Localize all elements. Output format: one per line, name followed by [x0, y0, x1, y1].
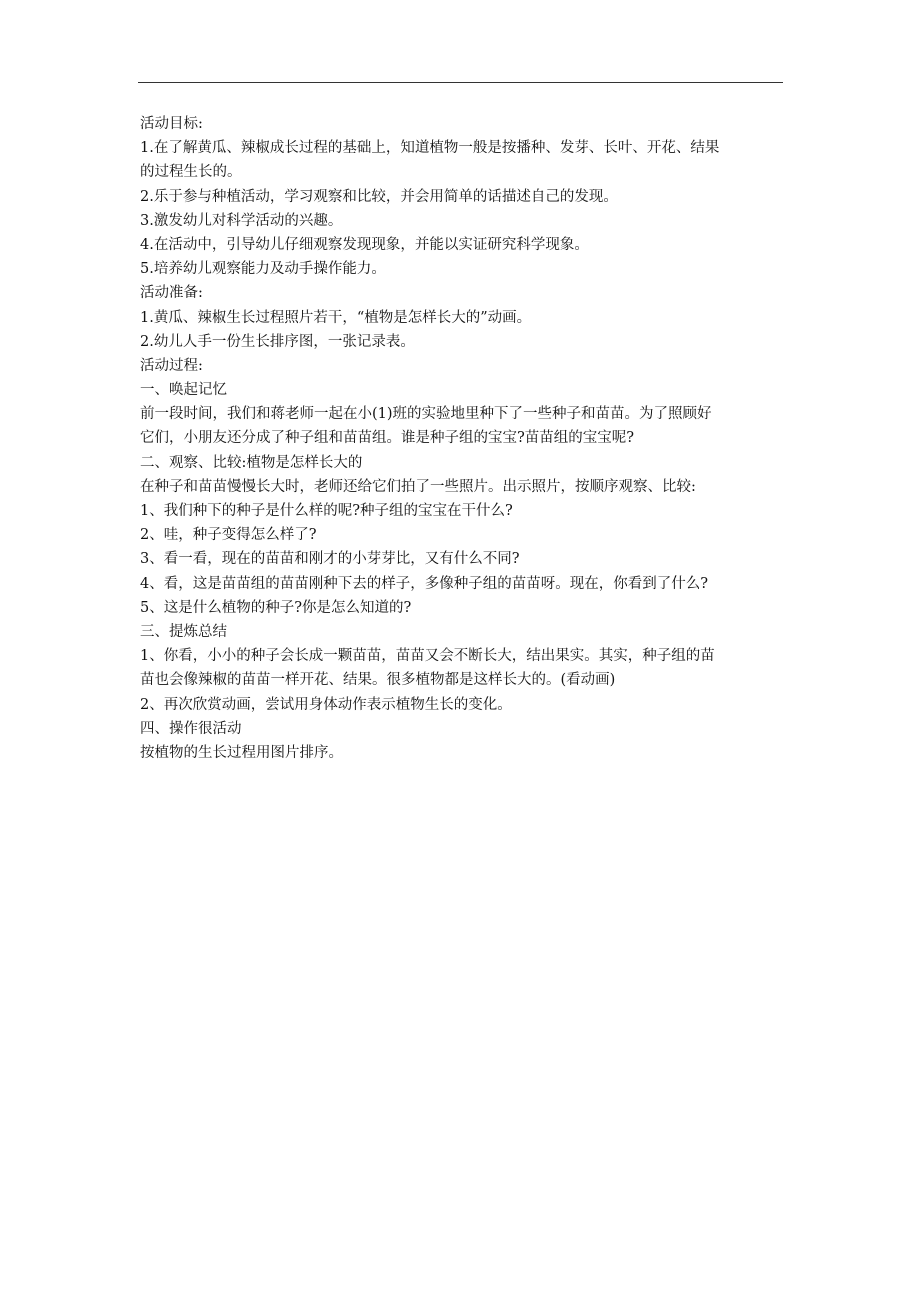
goal-2: 2.乐于参与种植活动，学习观察和比较，并会用简单的话描述自己的发现。 [140, 188, 618, 205]
preparation-1: 1.黄瓜、辣椒生长过程照片若干，“植物是怎样长大的”动画。 [140, 309, 532, 326]
header-rule [138, 82, 783, 83]
goal-3: 3.激发幼儿对科学活动的兴趣。 [140, 212, 343, 229]
section-2-item-3: 3、看一看，现在的苗苗和刚才的小芽芽比，又有什么不同? [140, 551, 520, 568]
preparation-2: 2.幼儿人手一份生长排序图，一张记录表。 [140, 333, 415, 350]
goal-5: 5.培养幼儿观察能力及动手操作能力。 [140, 261, 386, 278]
heading-goals: 活动目标: [140, 116, 203, 132]
document-body [140, 112, 785, 765]
section-2-title: 二、观察、比较:植物是怎样长大的 [140, 454, 363, 471]
section-2-item-4: 4、看，这是苗苗组的苗苗刚种下去的样子，多像种子组的苗苗呀。现在，你看到了什么? [140, 575, 708, 592]
section-1-title: 一、唤起记忆 [140, 382, 227, 399]
section-2-item-5: 5、这是什么植物的种子?你是怎么知道的? [140, 599, 412, 616]
section-2-item-1: 1、我们种下的种子是什么样的呢?种子组的宝宝在干什么? [140, 503, 513, 519]
section-4-text: 按植物的生长过程用图片排序。 [140, 744, 343, 761]
goal-1-line-1: 1.在了解黄瓜、辣椒成长过程的基础上，知道植物一般是按播种、发芽、长叶、开花、结果 [140, 140, 720, 157]
section-1-text-line-2: 它们，小朋友还分成了种子组和苗苗组。谁是种子组的宝宝?苗苗组的宝宝呢? [140, 430, 635, 447]
section-3-item-2: 2、再次欣赏动画，尝试用身体动作表示植物生长的变化。 [140, 696, 512, 713]
heading-preparation: 活动准备: [140, 285, 203, 302]
section-4-title: 四、操作很活动 [140, 720, 242, 737]
goal-1-line-2: 的过程生长的。 [140, 164, 242, 181]
heading-process: 活动过程: [140, 357, 203, 374]
goal-4: 4.在活动中，引导幼儿仔细观察发现现象，并能以实证研究科学现象。 [140, 236, 589, 253]
section-3-title: 三、提炼总结 [140, 623, 227, 640]
section-3-item-1-line-2: 苗也会像辣椒的苗苗一样开花、结果。很多植物都是这样长大的。(看动画) [140, 672, 616, 689]
section-2-intro: 在种子和苗苗慢慢长大时，老师还给它们拍了一些照片。出示照片，按顺序观察、比较: [140, 478, 696, 495]
section-1-text-line-1: 前一段时间，我们和蒋老师一起在小(1)班的实验地里种下了一些种子和苗苗。为了照顾好 [140, 406, 712, 423]
section-2-item-2: 2、哇，种子变得怎么样了? [140, 527, 317, 544]
section-3-item-1-line-1: 1、你看，小小的种子会长成一颗苗苗，苗苗又会不断长大，结出果实。其实，种子组的苗 [140, 648, 715, 665]
